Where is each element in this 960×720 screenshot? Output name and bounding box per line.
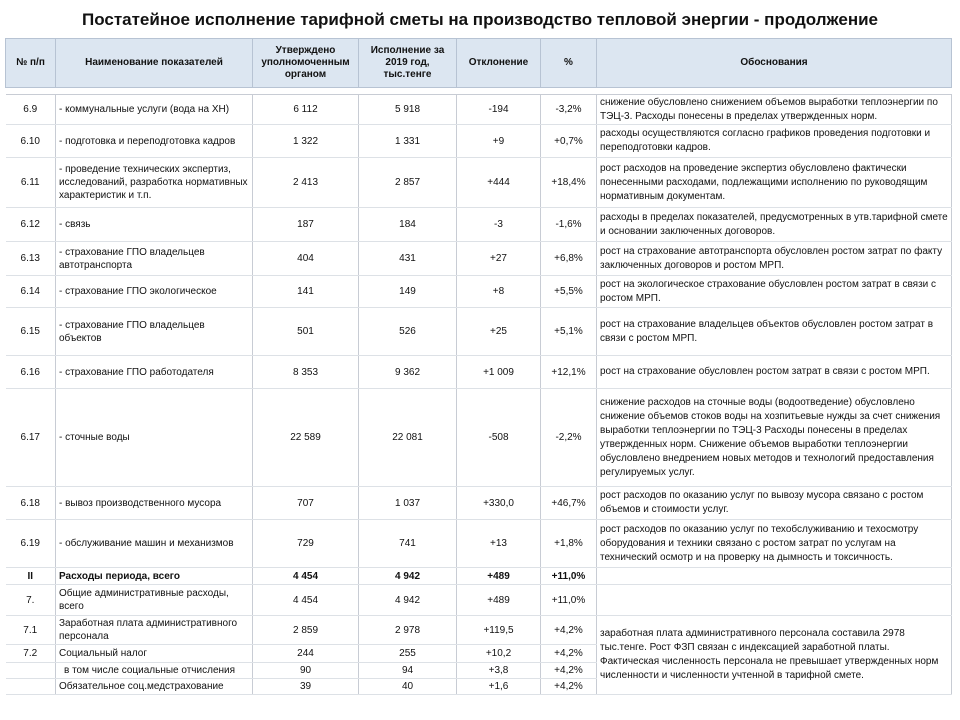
row-actual: 149 — [359, 276, 457, 308]
row-justification: рост на страхование обусловлен ростом затрат в связи с ростом МРП. — [597, 356, 952, 389]
row-deviation: -3 — [457, 208, 541, 242]
row-percent: +5,5% — [541, 276, 597, 308]
row-actual: 2 978 — [359, 616, 457, 645]
row-approved: 729 — [253, 520, 359, 568]
row-deviation: +13 — [457, 520, 541, 568]
row-justification — [597, 585, 952, 616]
row-deviation: +8 — [457, 276, 541, 308]
row-num: 6.12 — [6, 208, 56, 242]
row-actual: 2 857 — [359, 158, 457, 208]
row-justification: рост на страхование автотранспорта обусловлен ростом затрат по факту заключенных договоров и ростом МРП. — [597, 242, 952, 276]
row-deviation: +10,2 — [457, 645, 541, 663]
row-name: - проведение технических экспертиз, исследований, разработка нормативных характеристик и т.п. — [56, 158, 253, 208]
row-deviation: +9 — [457, 125, 541, 158]
row-percent: +4,2% — [541, 645, 597, 663]
row-approved: 707 — [253, 487, 359, 520]
row-name: - обслуживание машин и механизмов — [56, 520, 253, 568]
row-deviation: +25 — [457, 308, 541, 356]
header-num: № п/п — [6, 39, 56, 88]
row-num: 6.9 — [6, 95, 56, 125]
row-percent: +11,0% — [541, 568, 597, 585]
spacer-row — [6, 88, 952, 95]
row-approved: 404 — [253, 242, 359, 276]
row-justification: рост расходов по оказанию услуг по техобслуживанию и техосмотру оборудования и техники связано с ростом затрат по услугам на технический осмотр и на проверку на дымность и токсичность. — [597, 520, 952, 568]
row-num: 7.1 — [6, 616, 56, 645]
row-num — [6, 663, 56, 679]
table-row — [6, 208, 952, 242]
header-justification: Обоснования — [597, 39, 952, 88]
table-row — [6, 520, 952, 568]
row-percent: +46,7% — [541, 487, 597, 520]
row-approved: 141 — [253, 276, 359, 308]
row-percent: +4,2% — [541, 616, 597, 645]
row-justification: расходы в пределах показателей, предусмотренных в утв.тарифной смете и основании заключенных договоров. — [597, 208, 952, 242]
row-name: Заработная плата административного персонала — [56, 616, 253, 645]
row-name: в том числе социальные отчисления — [56, 663, 253, 679]
row-approved: 6 112 — [253, 95, 359, 125]
row-name: - страхование ГПО владельцев объектов — [56, 308, 253, 356]
table-row — [6, 356, 952, 389]
row-name: Расходы периода, всего — [56, 568, 253, 585]
row-num: 6.13 — [6, 242, 56, 276]
row-num: 7. — [6, 585, 56, 616]
row-num: 6.16 — [6, 356, 56, 389]
row-actual: 9 362 — [359, 356, 457, 389]
row-justification — [597, 568, 952, 585]
row-name: - страхование ГПО владельцев автотранспорта — [56, 242, 253, 276]
row-num: 6.15 — [6, 308, 56, 356]
row-percent: -2,2% — [541, 389, 597, 487]
table-row — [6, 242, 952, 276]
row-actual: 22 081 — [359, 389, 457, 487]
row-deviation: +444 — [457, 158, 541, 208]
row-percent: +11,0% — [541, 585, 597, 616]
row-num: 6.14 — [6, 276, 56, 308]
row-justification: рост расходов по оказанию услуг по вывозу мусора связано с ростом объемов и стоимости услуг. — [597, 487, 952, 520]
row-name: - страхование ГПО экологическое — [56, 276, 253, 308]
row-deviation: +489 — [457, 568, 541, 585]
row-deviation: +119,5 — [457, 616, 541, 645]
row-approved: 2 413 — [253, 158, 359, 208]
row-num: 6.18 — [6, 487, 56, 520]
page-title: Постатейное исполнение тарифной сметы на производство тепловой энергии - продолжение — [81, 10, 879, 29]
table-row — [6, 308, 952, 356]
row-percent: +4,2% — [541, 679, 597, 695]
row-deviation: +1 009 — [457, 356, 541, 389]
row-deviation: +27 — [457, 242, 541, 276]
row-percent: +5,1% — [541, 308, 597, 356]
row-approved: 501 — [253, 308, 359, 356]
row-name: - сточные воды — [56, 389, 253, 487]
row-name: - страхование ГПО работодателя — [56, 356, 253, 389]
row-actual: 431 — [359, 242, 457, 276]
header-percent: % — [541, 39, 597, 88]
row-approved: 90 — [253, 663, 359, 679]
row-actual: 4 942 — [359, 568, 457, 585]
row-actual: 1 037 — [359, 487, 457, 520]
row-name: - коммунальные услуги (вода на ХН) — [56, 95, 253, 125]
row-deviation: -194 — [457, 95, 541, 125]
row-num: 6.19 — [6, 520, 56, 568]
table-row — [6, 95, 952, 125]
header-name: Наименование показателей — [56, 39, 253, 88]
row-name: - подготовка и переподготовка кадров — [56, 125, 253, 158]
row-deviation: +1,6 — [457, 679, 541, 695]
row-approved: 187 — [253, 208, 359, 242]
header-row — [6, 39, 952, 88]
header-approved: Утверждено уполномоченным органом — [253, 39, 359, 88]
table-row — [6, 389, 952, 487]
row-num — [6, 679, 56, 695]
row-name: Социальный налог — [56, 645, 253, 663]
row-justification: снижение обусловлено снижением объемов выработки теплоэнергии по ТЭЦ-3. Расходы понесены в пределах утвержденных норм. — [597, 95, 952, 125]
row-approved: 39 — [253, 679, 359, 695]
table-row — [6, 158, 952, 208]
row-approved: 244 — [253, 645, 359, 663]
table-row-total — [6, 568, 952, 585]
merged-justification: заработная плата административного персонала составила 2978 тыс.тенге. Рост ФЗП связан с индексацией заработной платы. Фактическая численность персонала не превышает утвержденных норм численности и численности учтенной в тарифной смете. — [597, 616, 952, 695]
row-actual: 94 — [359, 663, 457, 679]
row-percent: +1,8% — [541, 520, 597, 568]
tariff-table — [5, 38, 952, 695]
row-approved: 4 454 — [253, 568, 359, 585]
row-percent: +4,2% — [541, 663, 597, 679]
row-deviation: +330,0 — [457, 487, 541, 520]
row-justification: рост расходов на проведение экспертиз обусловлено фактически понесенными расходами, подлежащими исполнению по руководящим нормативным документам. — [597, 158, 952, 208]
row-percent: +6,8% — [541, 242, 597, 276]
row-deviation: -508 — [457, 389, 541, 487]
row-name: - вывоз производственного мусора — [56, 487, 253, 520]
row-num: II — [6, 568, 56, 585]
table-row — [6, 616, 952, 645]
row-approved: 8 353 — [253, 356, 359, 389]
row-name: - связь — [56, 208, 253, 242]
row-percent: +0,7% — [541, 125, 597, 158]
row-actual: 184 — [359, 208, 457, 242]
row-num: 6.11 — [6, 158, 56, 208]
row-actual: 40 — [359, 679, 457, 695]
row-justification: рост на страхование владельцев объектов обусловлен ростом затрат в связи с ростом МРП. — [597, 308, 952, 356]
row-actual: 741 — [359, 520, 457, 568]
header-actual: Исполнение за 2019 год, тыс.тенге — [359, 39, 457, 88]
row-name: Общие административные расходы, всего — [56, 585, 253, 616]
row-approved: 1 322 — [253, 125, 359, 158]
row-justification: снижение расходов на сточные воды (водоотведение) обусловлено снижение объемов стоков воды на хозпитьевые нужды за счет снижения выработки теплоэнергии по ТЭЦ-3 Расходы понесены в пределах утвержденных норм. Снижение объемов выработки теплоэнергии обусловлено внедрением новых методов и технологий предоставления регулируемых услуг. — [597, 389, 952, 487]
row-percent: +12,1% — [541, 356, 597, 389]
row-percent: +18,4% — [541, 158, 597, 208]
row-deviation: +3,8 — [457, 663, 541, 679]
row-actual: 526 — [359, 308, 457, 356]
table-row — [6, 487, 952, 520]
row-actual: 255 — [359, 645, 457, 663]
row-actual: 4 942 — [359, 585, 457, 616]
table-row — [6, 125, 952, 158]
row-deviation: +489 — [457, 585, 541, 616]
row-name: Обязательное соц.медстрахование — [56, 679, 253, 695]
row-num: 7.2 — [6, 645, 56, 663]
row-approved: 22 589 — [253, 389, 359, 487]
row-num: 6.17 — [6, 389, 56, 487]
row-justification: рост на экологическое страхование обусловлен ростом затрат в связи с ростом МРП. — [597, 276, 952, 308]
table-row — [6, 585, 952, 616]
row-actual: 5 918 — [359, 95, 457, 125]
row-actual: 1 331 — [359, 125, 457, 158]
row-num: 6.10 — [6, 125, 56, 158]
row-percent: -1,6% — [541, 208, 597, 242]
table-row — [6, 276, 952, 308]
row-justification: расходы осуществляются согласно графиков проведения подготовки и переподготовки кадров. — [597, 125, 952, 158]
row-approved: 2 859 — [253, 616, 359, 645]
row-percent: -3,2% — [541, 95, 597, 125]
row-approved: 4 454 — [253, 585, 359, 616]
header-deviation: Отклонение — [457, 39, 541, 88]
